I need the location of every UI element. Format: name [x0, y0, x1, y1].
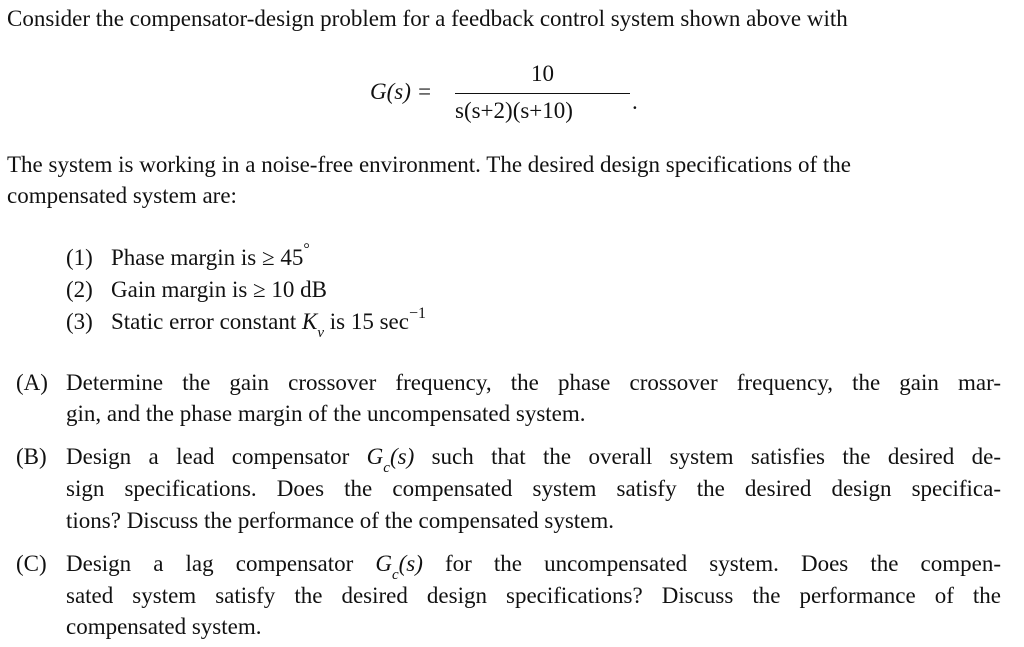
- question-line: gin, and the phase margin of the uncompensated system.: [66, 401, 586, 426]
- question-line: tions? Discuss the performance of the compensated system.: [66, 508, 615, 533]
- question-line: Determine the gain crossover frequency, the phase crossover frequency, the gain mar-: [66, 370, 1001, 395]
- question-line: [66, 441, 1001, 476]
- subscript-v: v: [317, 324, 324, 341]
- transfer-function-lhs: G(s) =: [370, 79, 433, 104]
- question-text: Design a lag compensator: [66, 551, 376, 576]
- paragraph-line-2: compensated system are:: [7, 183, 237, 208]
- paragraph-line-1: The system is working in a noise-free environment. The desired design specifications of the: [7, 152, 851, 177]
- question-label: (A): [16, 370, 48, 395]
- spec-text: [111, 242, 310, 273]
- subscript-c: c: [391, 566, 399, 583]
- spec-text: Gain margin is ≥ 10 dB: [111, 277, 327, 302]
- spec-text: [111, 305, 426, 341]
- argument-s: (s): [389, 444, 415, 469]
- question-line: compensated system.: [66, 614, 262, 639]
- spec-number: (3): [66, 309, 93, 334]
- variable-g: G: [366, 444, 384, 469]
- question-line: sign specifications. Does the compensated system satisfy the desired design specifica-: [66, 476, 1001, 501]
- equation-terminator: .: [632, 89, 638, 114]
- degree-symbol: °: [303, 241, 310, 259]
- transfer-function-denominator: s(s+2)(s+10): [455, 98, 573, 123]
- question-label: (B): [16, 444, 47, 469]
- variable-k: K: [301, 309, 318, 334]
- spec-text-main: Static error constant: [111, 309, 302, 334]
- spec-text-main: Phase margin is ≥ 45: [111, 245, 304, 270]
- fraction-bar: [455, 93, 630, 94]
- question-text: Design a lead compensator: [66, 444, 367, 469]
- superscript-minus-one: −1: [408, 305, 426, 323]
- question-label: (C): [16, 551, 47, 576]
- question-line: sated system satisfy the desired design specifications? Discuss the performance of the: [66, 583, 1001, 608]
- question-text: such that the overall system satisfies the desired de-: [414, 444, 1001, 469]
- question-line: [66, 548, 1001, 583]
- spec-number: (2): [66, 277, 93, 302]
- argument-s: (s): [398, 551, 423, 576]
- intro-text: Consider the compensator-design problem for a feedback control system shown above with: [7, 6, 848, 31]
- spec-text-rest: is 15 sec: [323, 309, 409, 334]
- subscript-c: c: [383, 459, 390, 476]
- transfer-function-numerator: 10: [531, 61, 554, 86]
- question-text: for the uncompensated system. Does the compen-: [422, 551, 1001, 576]
- spec-number: (1): [66, 245, 93, 270]
- variable-g: G: [375, 551, 392, 576]
